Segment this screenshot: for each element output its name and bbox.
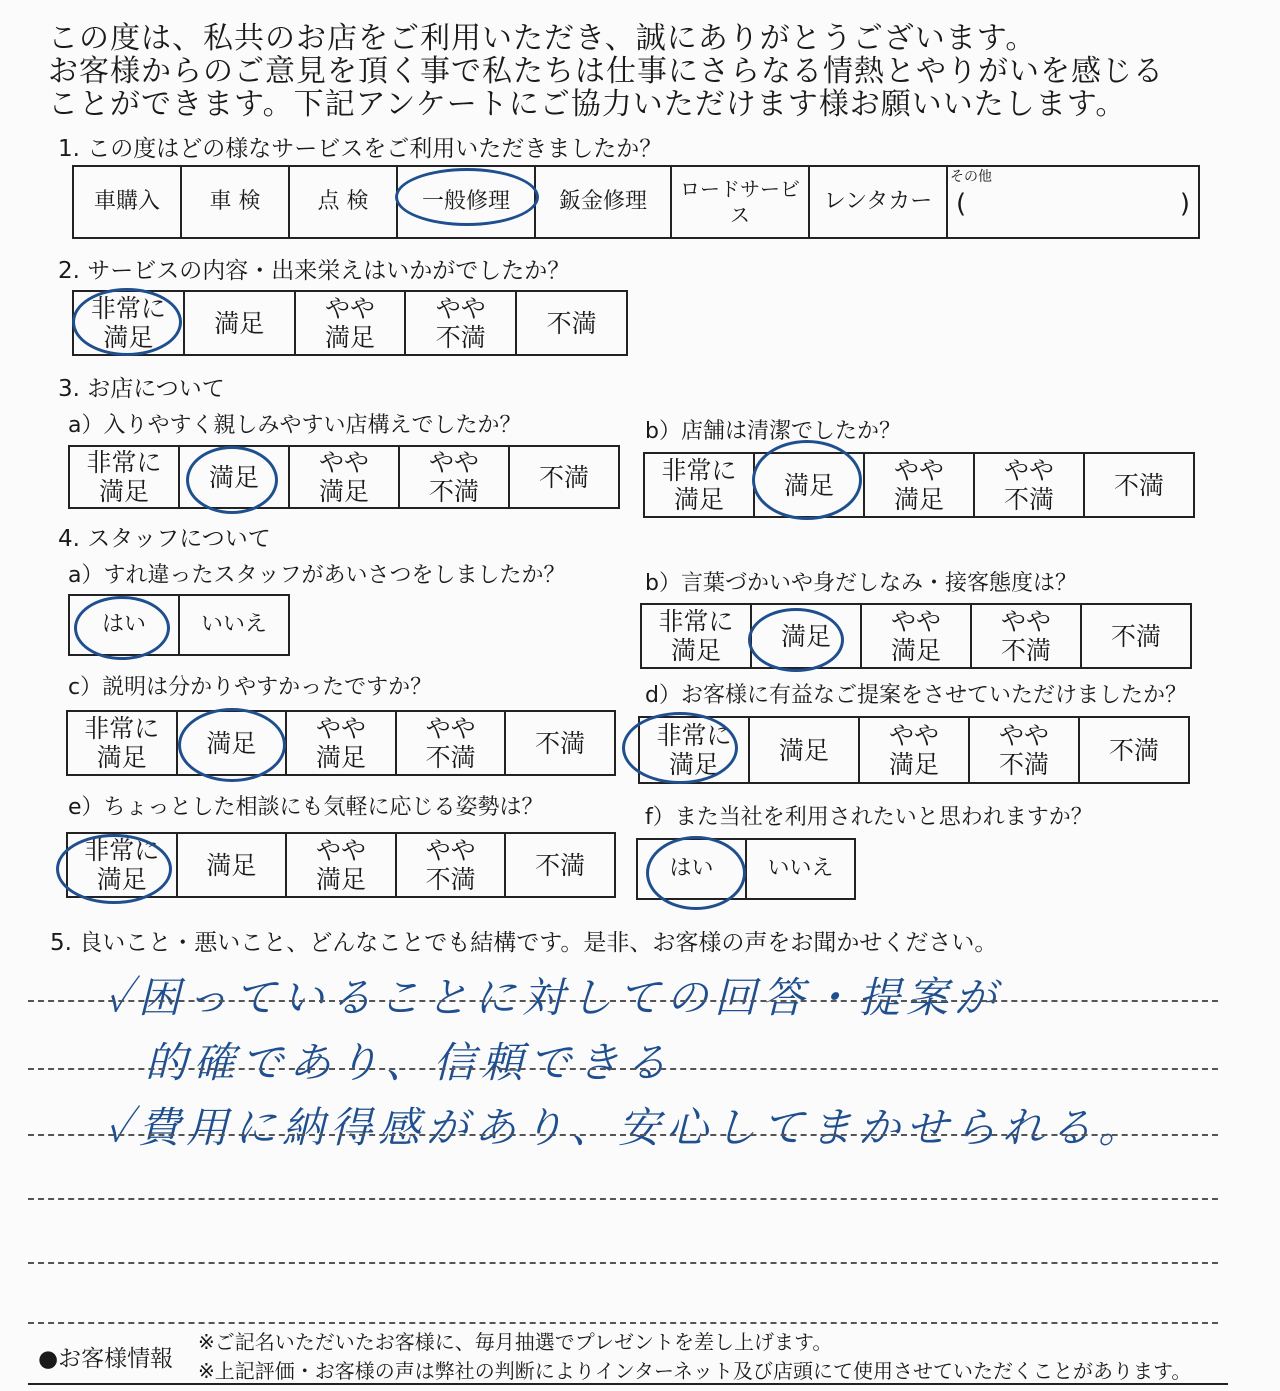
option-somewhat-satisfied[interactable]: やや 満足 xyxy=(861,604,971,668)
option-somewhat-satisfied[interactable]: やや 満足 xyxy=(289,446,399,508)
question-1-options xyxy=(72,165,1200,239)
option-very-satisfied[interactable]: 非常に 満足 xyxy=(67,711,177,775)
other-open-paren: ( xyxy=(956,189,967,219)
option-yes[interactable]: はい xyxy=(637,839,746,899)
option-road-service[interactable]: ロードサービス xyxy=(671,166,809,238)
question-4-label: 4. スタッフについて xyxy=(58,526,271,552)
question-4e-options xyxy=(66,832,616,898)
footer-note-1: ※ご記名いただいたお客様に、毎月抽選でプレゼントを差し上げます。 xyxy=(198,1330,833,1354)
option-satisfied[interactable]: 満足 xyxy=(749,717,859,783)
intro-line-2: お客様からのご意見を頂く事で私たちは仕事にさらなる情熱とやりがいを感じる xyxy=(48,54,1164,89)
option-somewhat-satisfied[interactable]: やや 満足 xyxy=(859,717,969,783)
question-4d-options xyxy=(638,716,1190,784)
question-1-label: 1. この度はどの様なサービスをご利用いただきましたか？ xyxy=(58,136,663,162)
option-very-satisfied[interactable]: 非常に 満足 xyxy=(641,604,751,668)
option-dissatisfied[interactable]: 不満 xyxy=(1084,453,1194,517)
question-3a-label: a）入りやすく親しみやすい店構えでしたか？ xyxy=(68,413,522,438)
option-somewhat-satisfied[interactable]: やや 満足 xyxy=(286,711,396,775)
option-satisfied[interactable]: 満足 xyxy=(184,291,295,355)
option-somewhat-dissatisfied[interactable]: やや 不満 xyxy=(969,717,1079,783)
question-4d-label: d）お客様に有益なご提案をさせていただけましたか？ xyxy=(645,683,1187,708)
question-4a-options xyxy=(68,594,290,656)
handwritten-line-2: 的確であり、信頼できる xyxy=(145,1038,674,1087)
option-very-satisfied[interactable]: 非常に 満足 xyxy=(67,833,177,897)
question-4a-label: a）すれ違ったスタッフがあいさつをしましたか？ xyxy=(68,563,566,588)
option-very-satisfied[interactable]: 非常に 満足 xyxy=(73,291,184,355)
option-somewhat-dissatisfied[interactable]: やや 不満 xyxy=(399,446,509,508)
comment-line xyxy=(28,1134,1218,1136)
footer-note-2: ※上記評価・お客様の声は弊社の判断によりインターネット及び店頭にて使用させていただくことがあります。 xyxy=(198,1359,1192,1383)
comment-line xyxy=(28,1198,1218,1200)
option-dissatisfied[interactable]: 不満 xyxy=(505,711,615,775)
option-dissatisfied[interactable]: 不満 xyxy=(516,291,627,355)
option-somewhat-dissatisfied[interactable]: やや 不満 xyxy=(405,291,516,355)
option-vehicle-inspection[interactable]: 車 検 xyxy=(181,166,289,238)
question-2-label: 2. サービスの内容・出来栄えはいかがでしたか？ xyxy=(58,258,571,284)
question-4c-options xyxy=(66,710,616,776)
option-dissatisfied[interactable]: 不満 xyxy=(505,833,615,897)
other-close-paren: ) xyxy=(1179,189,1190,219)
question-3a-options xyxy=(68,445,620,509)
option-body-repair[interactable]: 鈑金修理 xyxy=(535,166,671,238)
question-4b-label: b）言葉づかいや身だしなみ・接客態度は？ xyxy=(645,571,1077,596)
intro-line-1: この度は、私共のお店をご利用いただき、誠にありがとうございます。 xyxy=(48,21,1037,56)
intro-text xyxy=(48,22,1164,121)
option-dissatisfied[interactable]: 不満 xyxy=(1079,717,1189,783)
option-rental-car[interactable]: レンタカー xyxy=(809,166,947,238)
option-car-purchase[interactable]: 車購入 xyxy=(73,166,181,238)
customer-info-title: ●お客様情報 xyxy=(38,1346,174,1372)
option-satisfied[interactable]: 満足 xyxy=(179,446,289,508)
question-3b-label: b）店舗は清潔でしたか？ xyxy=(645,419,901,444)
question-4f-label: f）また当社を利用されたいと思われますか？ xyxy=(645,805,1093,830)
option-somewhat-dissatisfied[interactable]: やや 不満 xyxy=(971,604,1081,668)
option-satisfied[interactable]: 満足 xyxy=(177,711,287,775)
option-satisfied[interactable]: 満足 xyxy=(754,453,864,517)
option-checkup[interactable]: 点 検 xyxy=(289,166,397,238)
option-no[interactable]: いいえ xyxy=(746,839,855,899)
option-very-satisfied[interactable]: 非常に 満足 xyxy=(69,446,179,508)
intro-line-3: ことができます。下記アンケートにご協力いただけます様お願いいたします。 xyxy=(48,87,1127,122)
question-4c-label: c）説明は分かりやすかったですか？ xyxy=(68,675,433,700)
question-3b-options xyxy=(643,452,1195,518)
question-4f-options xyxy=(636,838,856,900)
option-somewhat-satisfied[interactable]: やや 満足 xyxy=(864,453,974,517)
option-general-repair[interactable]: 一般修理 xyxy=(397,166,535,238)
option-dissatisfied[interactable]: 不満 xyxy=(509,446,619,508)
handwritten-line-3: ✓費用に納得感があり、安心してまかせられる。 xyxy=(105,1103,1147,1152)
handwritten-line-1: ✓困っていることに対しての回答・提案が xyxy=(105,973,1003,1022)
option-no[interactable]: いいえ xyxy=(179,595,289,655)
option-other[interactable] xyxy=(947,166,1199,238)
comment-line xyxy=(28,1262,1218,1264)
customer-info-border xyxy=(28,1383,1228,1385)
option-satisfied[interactable]: 満足 xyxy=(751,604,861,668)
option-somewhat-dissatisfied[interactable]: やや 不満 xyxy=(396,833,506,897)
option-dissatisfied[interactable]: 不満 xyxy=(1081,604,1191,668)
other-label: その他 xyxy=(950,169,992,185)
option-somewhat-satisfied[interactable]: やや 満足 xyxy=(295,291,406,355)
option-satisfied[interactable]: 満足 xyxy=(177,833,287,897)
option-somewhat-dissatisfied[interactable]: やや 不満 xyxy=(974,453,1084,517)
question-3-label: 3. お店について xyxy=(58,376,225,402)
question-4e-label: e）ちょっとした相談にも気軽に応じる姿勢は？ xyxy=(68,795,544,820)
option-very-satisfied[interactable]: 非常に 満足 xyxy=(644,453,754,517)
option-somewhat-satisfied[interactable]: やや 満足 xyxy=(286,833,396,897)
option-somewhat-dissatisfied[interactable]: やや 不満 xyxy=(396,711,506,775)
comment-line xyxy=(28,1322,1218,1324)
option-very-satisfied[interactable]: 非常に 満足 xyxy=(639,717,749,783)
question-2-options xyxy=(72,290,628,356)
comment-line xyxy=(28,1068,1218,1070)
question-5-label: 5. 良いこと・悪いこと、どんなことでも結構です。是非、お客様の声をお聞かせください。 xyxy=(50,930,998,956)
option-yes[interactable]: はい xyxy=(69,595,179,655)
comment-line xyxy=(28,1000,1218,1002)
question-4b-options xyxy=(640,603,1192,669)
